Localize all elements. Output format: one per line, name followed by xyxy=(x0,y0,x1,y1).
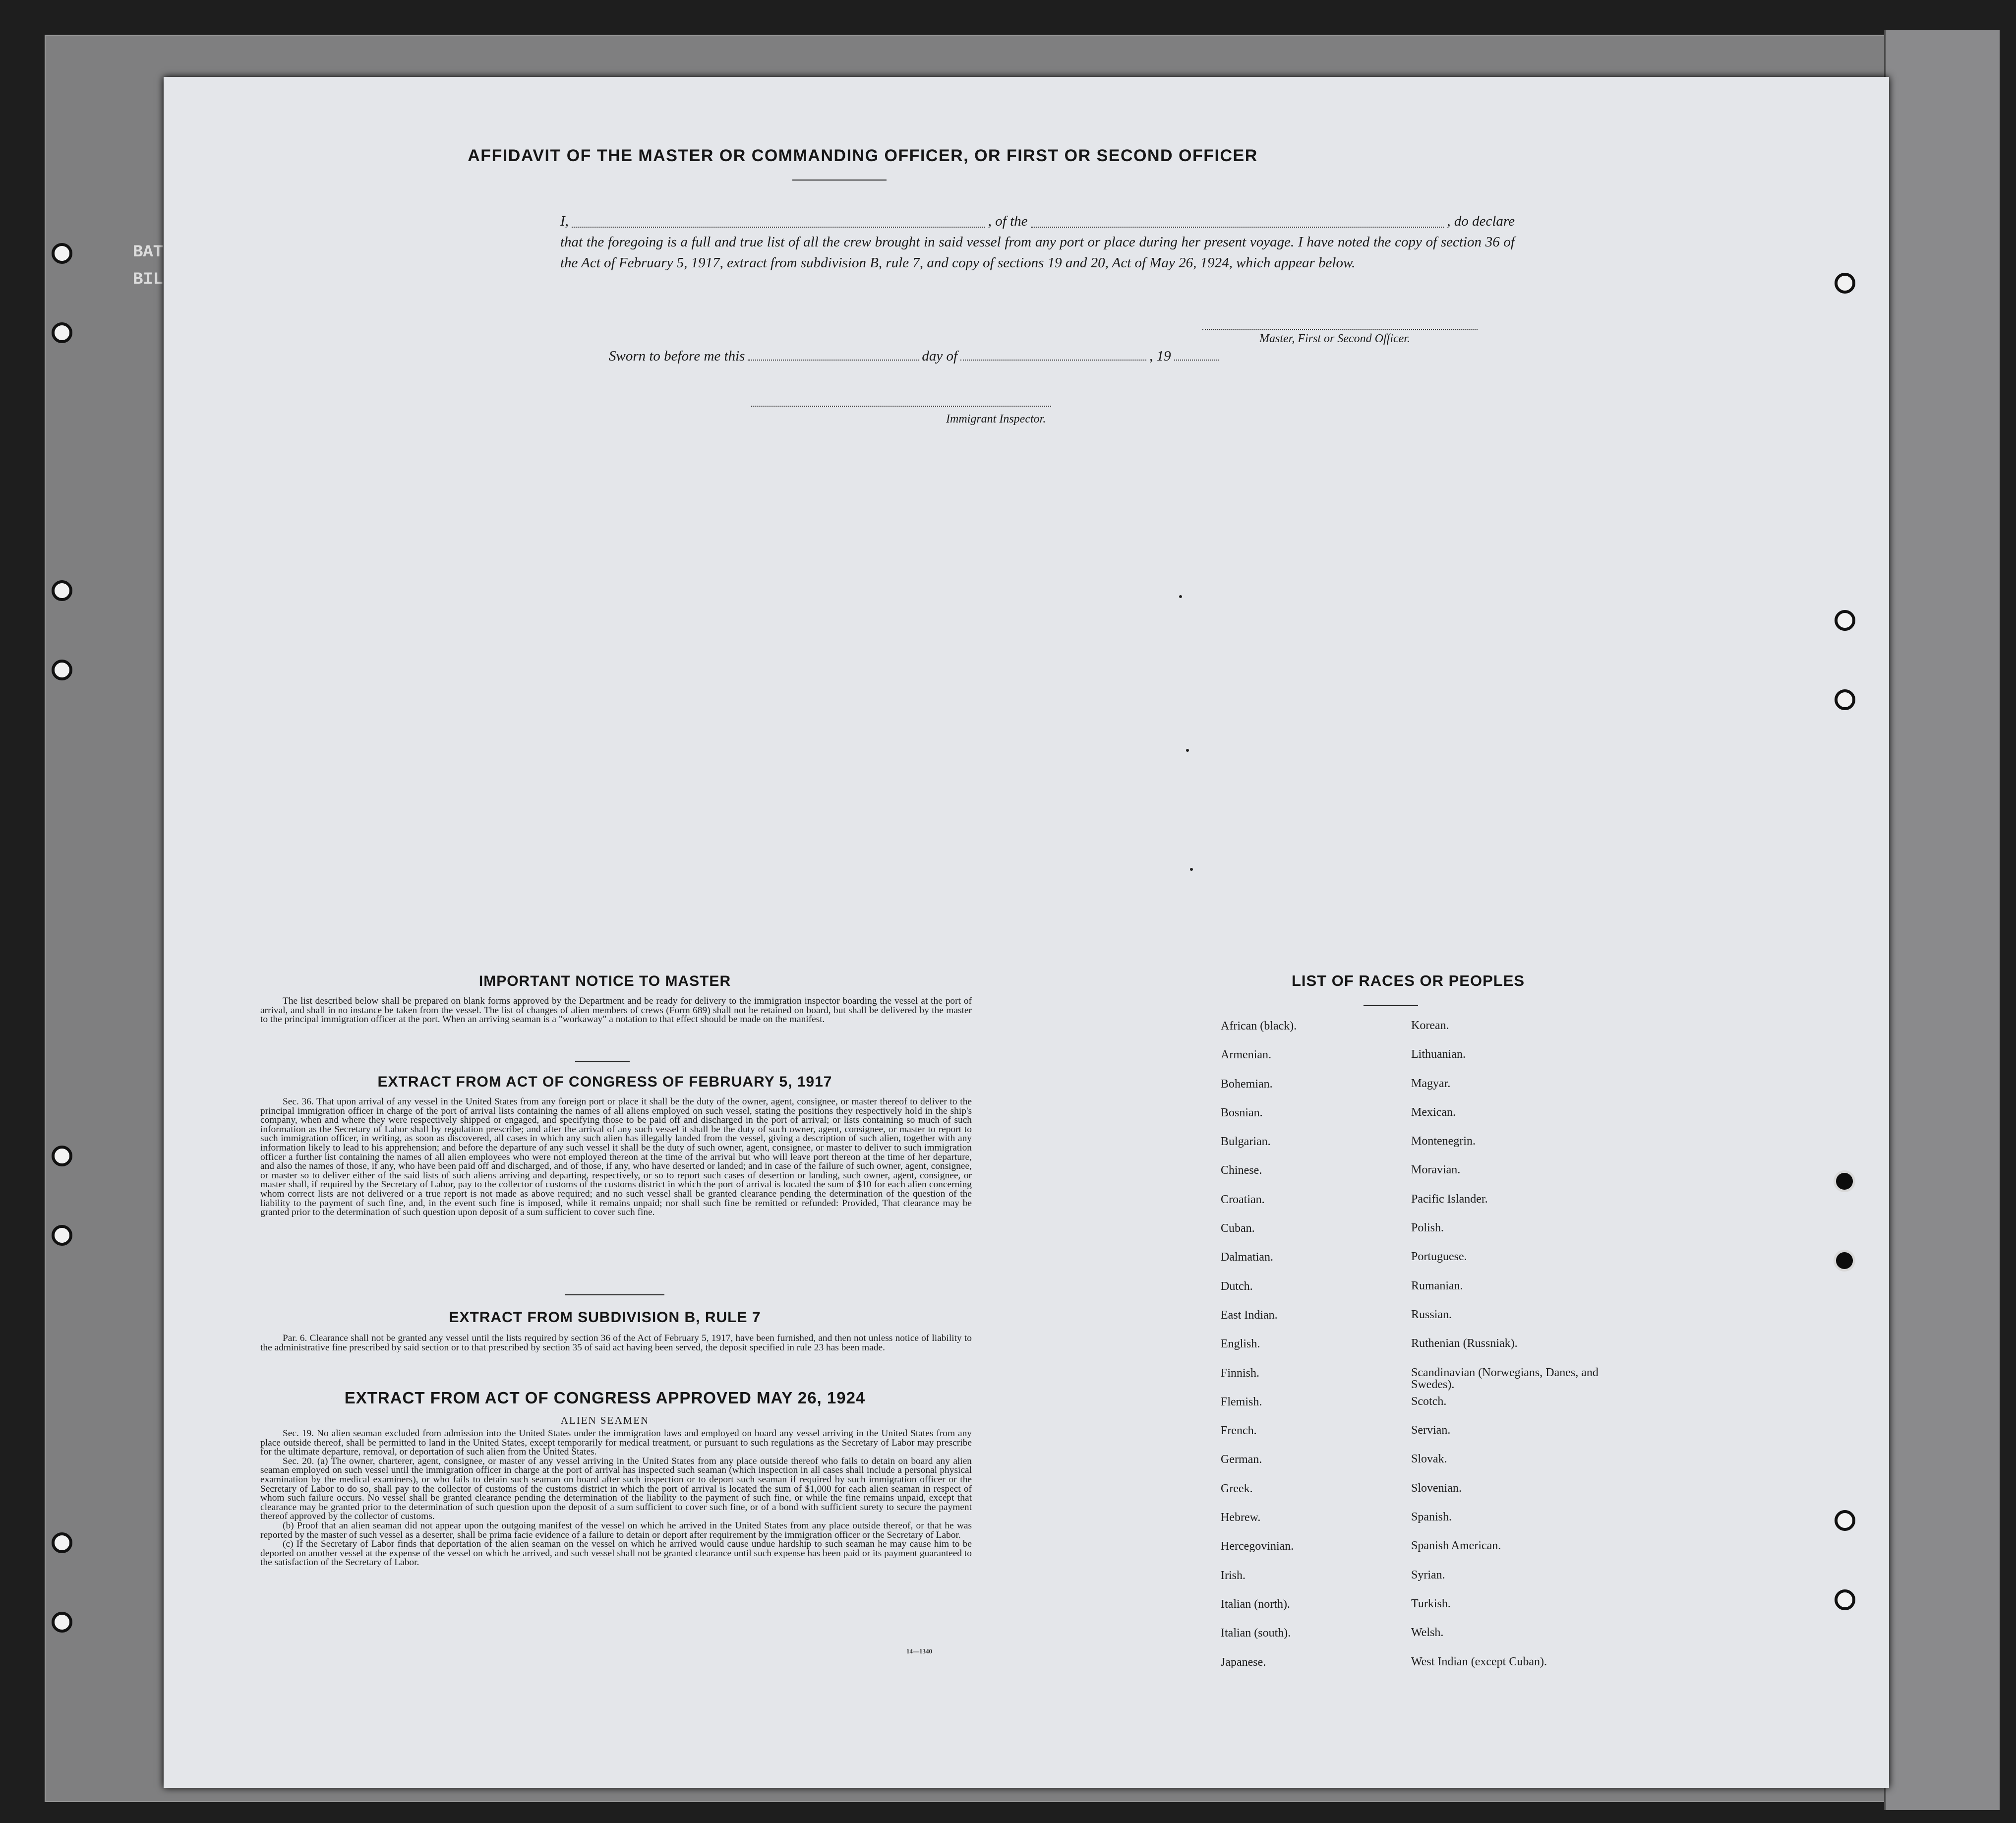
extract-1917-text xyxy=(260,1097,972,1217)
race-left: African (black). xyxy=(1221,1020,1297,1033)
race-left: Italian (south). xyxy=(1221,1627,1291,1640)
sec-20c-paragraph: (c) If the Secretary of Labor finds that deportation of the alien seaman on the vessel on which he arrived would cause undue hardship to such seaman he may cause him to be deported on another vessel at the expense of the vessel on which he arrived, and such vessel shall not be granted clearance until such expense has been paid or its payment guaranteed to the satisfaction of the Secretary of Labor. xyxy=(260,1539,972,1568)
notice-paragraph: The list described below shall be prepared on blank forms approved by the Department and be ready for delivery to the immigration inspector boarding the vessel at the port of arrival, and shall in no instance be taken from the vessel. The list of changes of alien members of crews (Form 689) shall not be retained on board, but shall be delivered by the master to the principal immigration officer at the port. When an arriving seaman is a "workaway" a notation to that effect should be made on the manifest. xyxy=(260,996,972,1025)
extract-1917-title: EXTRACT FROM ACT OF CONGRESS OF FEBRUARY 5, 1917 xyxy=(377,1074,832,1090)
race-left: Chinese. xyxy=(1221,1164,1262,1177)
year-blank xyxy=(1174,360,1219,361)
sworn-line xyxy=(609,348,1273,365)
title-rule xyxy=(792,180,887,181)
race-row xyxy=(1221,1511,1627,1540)
race-row xyxy=(1221,1309,1627,1337)
binder-hole xyxy=(52,322,72,343)
affidavit-statement: that the foregoing is a full and true list of all the crew brought in said vessel from any port or place during her present voyage. I have noted the copy of section 36 of the Act of February 5, 1917, extract from subdivision B, rule 7, and copy of sections 19 and 20, Act of May 26, 1924, which appear below. xyxy=(560,234,1515,271)
race-left: French. xyxy=(1221,1424,1257,1438)
race-row xyxy=(1221,1106,1627,1135)
race-right: Spanish American. xyxy=(1411,1539,1501,1553)
race-right: Moravian. xyxy=(1411,1163,1461,1177)
section-rule xyxy=(575,1061,630,1062)
race-left: Italian (north). xyxy=(1221,1597,1290,1611)
race-right: Lithuanian. xyxy=(1411,1048,1466,1061)
inspector-label: Immigrant Inspector. xyxy=(946,413,1046,425)
affidavit-do-declare: , do declare xyxy=(1447,213,1515,229)
race-row xyxy=(1221,1280,1627,1309)
name-blank xyxy=(572,227,985,228)
race-right: Slovenian. xyxy=(1411,1481,1462,1495)
race-row xyxy=(1221,1540,1627,1569)
race-right: Montenegrin. xyxy=(1411,1135,1476,1148)
race-row xyxy=(1221,1424,1627,1453)
races-list xyxy=(1221,1020,1627,1685)
race-left: Cuban. xyxy=(1221,1222,1255,1235)
race-right: Polish. xyxy=(1411,1221,1444,1235)
sworn-prefix: Sworn to before me this xyxy=(609,348,745,364)
par-6-paragraph: Par. 6. Clearance shall not be granted any vessel until the lists required by section 36 of the Act of February 5, 1917, have been furnished, and then not unless notice of liability to the administrative fine prescribed by said section or to that prescribed by section 35 of said act having been served, the deposit specified in rule 23 has been made. xyxy=(260,1333,972,1353)
race-left: Bulgarian. xyxy=(1221,1135,1271,1149)
race-left: Dalmatian. xyxy=(1221,1251,1273,1264)
binder-hole xyxy=(1835,610,1855,631)
affidavit-declaration-line xyxy=(560,211,1515,232)
race-left: Flemish. xyxy=(1221,1395,1262,1408)
race-right: Spanish. xyxy=(1411,1511,1452,1524)
affidavit-body xyxy=(560,211,1515,273)
inspector-signature-line xyxy=(751,406,1051,407)
binder-hole xyxy=(52,243,72,264)
sec-20a-paragraph: Sec. 20. (a) The owner, charterer, agent, consignee, or master of any vessel arriving in the United States from any place outside thereof who fails to detain on board any alien seaman employed on such vessel until the immigration officer in charge at the port of arrival has inspected such seaman (which inspection in all cases shall include a personal physical examination by the medical examiners), or who fails to detain such seaman on board after such inspection or to deport such seaman if required by such immigration officer or the Secretary of Labor to do so, shall pay to the collector of customs of the customs district in which the port of arrival is located the sum of $1,000 for each alien seaman in respect of whom such failure occurs. No vessel shall be granted clearance pending the determination of the liability to the payment of such fine, or while the fine remains unpaid, except that clearance may be granted prior to the determination of such question upon the deposit of a sum sufficient to cover such fine, or of a bond with sufficient surety to secure the payment thereof approved by the collector of customs. xyxy=(260,1456,972,1522)
race-left: Finnish. xyxy=(1221,1366,1260,1380)
race-left: Dutch. xyxy=(1221,1279,1253,1293)
race-right: Turkish. xyxy=(1411,1597,1451,1610)
race-row xyxy=(1221,1367,1627,1396)
race-row xyxy=(1221,1222,1627,1251)
binder-hole xyxy=(1834,1250,1855,1272)
binder-hole xyxy=(1835,1589,1855,1610)
race-right: Russian. xyxy=(1411,1308,1452,1321)
binder-hole xyxy=(52,580,72,601)
race-left: Croatian. xyxy=(1221,1193,1265,1206)
binder-hole xyxy=(1835,689,1855,710)
race-row xyxy=(1221,1656,1627,1685)
speck xyxy=(1179,595,1182,598)
underlying-sheet-edge xyxy=(1884,30,2000,1810)
speck xyxy=(1190,868,1193,871)
extract-rule7-text xyxy=(260,1334,972,1352)
notice-text xyxy=(260,997,972,1025)
race-right: Scotch. xyxy=(1411,1395,1447,1408)
affidavit-i: I, xyxy=(560,213,569,229)
binder-hole xyxy=(52,1225,72,1246)
binder-hole xyxy=(52,660,72,680)
race-row xyxy=(1221,1569,1627,1598)
race-left: German. xyxy=(1221,1453,1262,1466)
month-blank xyxy=(960,360,1146,361)
binder-hole xyxy=(1835,1510,1855,1531)
race-row xyxy=(1221,1164,1627,1193)
race-row xyxy=(1221,1598,1627,1627)
section-rule xyxy=(565,1294,664,1295)
race-row xyxy=(1221,1135,1627,1164)
master-signature-line xyxy=(1202,329,1478,330)
races-title-rule xyxy=(1364,1005,1418,1006)
vessel-blank xyxy=(1031,227,1444,228)
race-left: Hercegovinian. xyxy=(1221,1540,1294,1553)
race-row xyxy=(1221,1337,1627,1366)
alien-seamen-subtitle: ALIEN SEAMEN xyxy=(560,1414,650,1426)
race-right: Pacific Islander. xyxy=(1411,1192,1488,1206)
race-row xyxy=(1221,1627,1627,1655)
race-row xyxy=(1221,1396,1627,1424)
race-right: Mexican. xyxy=(1411,1105,1456,1119)
binder-hole xyxy=(1835,273,1855,294)
binder-hole xyxy=(1834,1170,1855,1192)
race-row xyxy=(1221,1193,1627,1222)
binder-hole xyxy=(52,1146,72,1166)
affidavit-of-the: , of the xyxy=(988,213,1028,229)
race-left: Irish. xyxy=(1221,1569,1245,1582)
race-row xyxy=(1221,1453,1627,1482)
sec-20b-paragraph: (b) Proof that an alien seaman did not appear upon the outgoing manifest of the vessel on which he arrived in the United States from any place outside thereof, or that he was reported by the master of such vessel as a deserter, shall be prima facie evidence of a failure to detain or deport after requirement by the immigration officer or the Secretary of Labor. xyxy=(260,1520,972,1540)
master-signature-label: Master, First or Second Officer. xyxy=(1259,332,1410,345)
binder-hole xyxy=(52,1612,72,1633)
race-right: Welsh. xyxy=(1411,1626,1444,1640)
race-right: Portuguese. xyxy=(1411,1250,1467,1264)
speck xyxy=(1186,749,1189,752)
race-row xyxy=(1221,1482,1627,1511)
race-left: English. xyxy=(1221,1337,1260,1351)
race-right: Scandinavian (Norwegians, Danes, and Swedes). xyxy=(1411,1366,1599,1391)
race-right: Magyar. xyxy=(1411,1077,1451,1090)
race-left: Bohemian. xyxy=(1221,1077,1273,1091)
notice-title: IMPORTANT NOTICE TO MASTER xyxy=(478,973,731,989)
race-left: Greek. xyxy=(1221,1482,1253,1495)
extract-1924-title: EXTRACT FROM ACT OF CONGRESS APPROVED MAY 26, 1924 xyxy=(344,1389,866,1407)
race-left: Armenian. xyxy=(1221,1048,1271,1062)
affidavit-title: AFFIDAVIT OF THE MASTER OR COMMANDING OFFICER, OR FIRST OR SECOND OFFICER xyxy=(468,146,1258,165)
race-row xyxy=(1221,1020,1627,1048)
margin-label-bottom: BIL xyxy=(133,270,164,289)
race-right: Syrian. xyxy=(1411,1568,1445,1581)
form-number: 14—1340 xyxy=(906,1647,932,1655)
race-right: West Indian (except Cuban). xyxy=(1411,1655,1547,1668)
races-title: LIST OF RACES OR PEOPLES xyxy=(1291,972,1525,989)
sec-19-paragraph: Sec. 19. No alien seaman excluded from admission into the United States under the immigration laws and employed on board any vessel arriving in the United States from any place outside thereof, shall be permitted to land in the United States, except temporarily for medical treatment, or pursuant to such regulations as the Secretary of Labor may prescribe for the ultimate departure, removal, or deportation of such alien from the United States. xyxy=(260,1428,972,1458)
sworn-day-of: day of xyxy=(922,348,958,364)
race-left: Bosnian. xyxy=(1221,1106,1263,1119)
race-right: Slovak. xyxy=(1411,1453,1447,1466)
sworn-year: , 19 xyxy=(1149,348,1171,364)
race-left: Japanese. xyxy=(1221,1655,1266,1669)
race-right: Servian. xyxy=(1411,1424,1451,1437)
day-blank xyxy=(748,360,919,361)
section-36-paragraph: Sec. 36. That upon arrival of any vessel in the United States from any foreign port or place it shall be the duty of the owner, agent, consignee, or master thereof to deliver to the principal immigration officer in charge of the port of arrival lists containing the names of all aliens employed on such vessel, stating the positions they respectively hold in the ship's company, when and where they were respectively shipped or engaged, and specifying those to be paid off and discharged in the port of arrival; or lists containing so much of such information as the Secretary of Labor shall by regulation prescribe; and after the arrival of any such vessel it shall be the duty of such owner, agent, consignee, or master to report to such immigration officer, in writing, as soon as discovered, all cases in which any such alien has illegally landed from the vessel, giving a description of such alien, together with any information likely to lead to his apprehension; and before the departure of any such vessel it shall be the duty of such owner, agent, consignee, or master to deliver to such immigration officer a further list containing the names of all alien employees who were not employed thereon at the time of the arrival but who will leave port thereon at the time of her departure, and also the names of those, if any, who have been paid off and discharged, and of those, if any, who have deserted or landed; and in case of the failure of such owner, agent, consignee, or master so to deliver either of the said lists of such aliens arriving and departing, respectively, or so to report such cases of desertion or landing, such owner, agent, consignee, or master shall, if required by the Secretary of Labor, pay to the collector of customs of the customs district in which the port of arrival is located the sum of $10 for each alien concerning whom correct lists are not delivered or a true report is not made as above required; and no such vessel shall be granted clearance pending the determination of the question of the liability to the payment of such fine, and, in the event such fine is imposed, while it remains unpaid; nor shall such fine be remitted or refunded: Provided, That clearance may be granted prior to the determination of such question upon deposit of a sum sufficient to cover such fine. xyxy=(260,1096,972,1218)
extract-1924-text xyxy=(260,1429,972,1568)
race-left: Hebrew. xyxy=(1221,1511,1261,1524)
race-right: Rumanian. xyxy=(1411,1279,1463,1292)
race-row xyxy=(1221,1048,1627,1077)
race-right: Ruthenian (Russniak). xyxy=(1411,1337,1518,1350)
extract-rule7-title: EXTRACT FROM SUBDIVISION B, RULE 7 xyxy=(449,1309,761,1326)
race-row xyxy=(1221,1078,1627,1106)
margin-label-top: BAT xyxy=(133,243,164,262)
binder-hole xyxy=(52,1532,72,1553)
race-left: East Indian. xyxy=(1221,1308,1278,1322)
race-row xyxy=(1221,1251,1627,1279)
race-right: Korean. xyxy=(1411,1019,1449,1032)
